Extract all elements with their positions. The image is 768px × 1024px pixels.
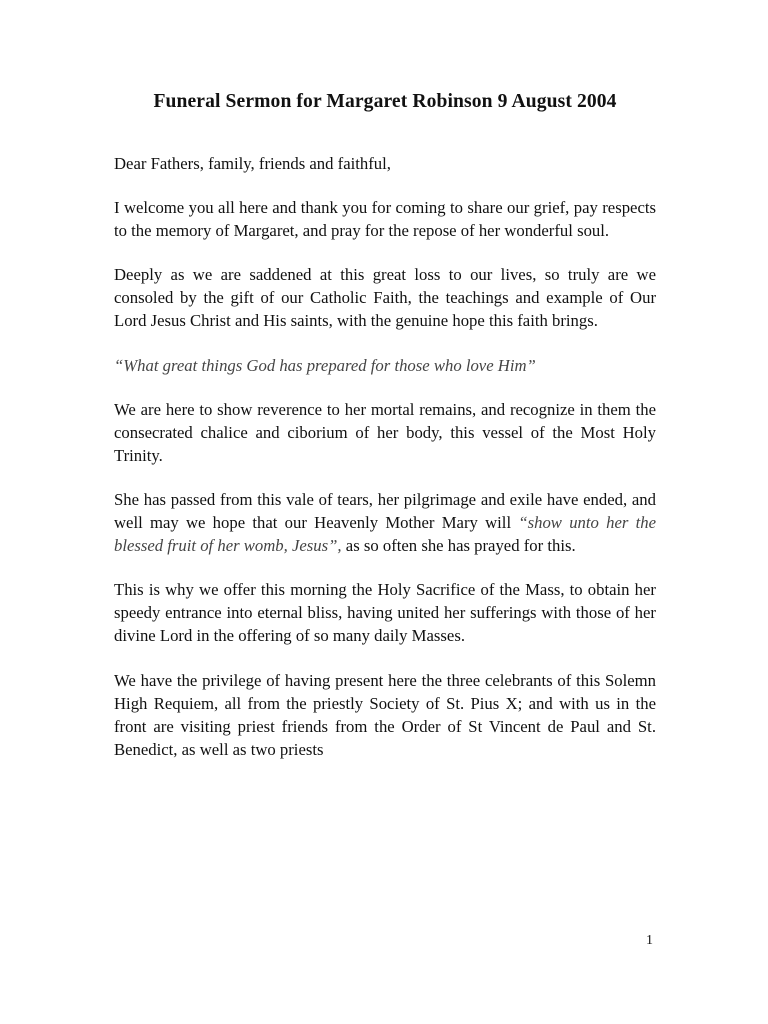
paragraph-welcome: I welcome you all here and thank you for coming to share our grief, pay respects to the memory of Margaret, and pray for the repose of her wonderful soul. bbox=[114, 198, 656, 241]
marian-quote: “show unto her the blessed fruit of her womb, Jesus”, bbox=[114, 513, 656, 556]
paragraph-pilgrimage-start: She has passed from this vale of tears, her pilgrimage and exile have ended, and well may we hope that our Heavenly Mother Mary will bbox=[114, 489, 656, 533]
paragraph-pilgrimage bbox=[114, 488, 656, 557]
salutation: Dear Fathers, family, friends and faithful, bbox=[114, 154, 391, 173]
paragraph-pilgrimage-end: as so often she has prayed for this. bbox=[341, 536, 576, 556]
scripture-quote: “What great things God has prepared for those who love Him” bbox=[114, 355, 536, 375]
document-title: Funeral Sermon for Margaret Robinson 9 August 2004 bbox=[153, 91, 617, 112]
page-number: 1 bbox=[646, 933, 653, 948]
paragraph-mass: This is why we offer this morning the Holy Sacrifice of the Mass, to obtain her speedy entrance into eternal bliss, having united her sufferings with those of her divine Lord in the offering of so many daily Masses. bbox=[114, 580, 656, 646]
paragraph-reverence: We are here to show reverence to her mortal remains, and recognize in them the consecrated chalice and ciborium of her body, this vessel of the Most Holy Trinity. bbox=[114, 399, 656, 465]
paragraph-consolation: Deeply as we are saddened at this great loss to our lives, so truly are we consoled by the gift of our Catholic Faith, the teachings and example of Our Lord Jesus Christ and His saints, with the genuine hope this faith brings. bbox=[114, 265, 656, 331]
paragraph-celebrants: We have the privilege of having present here the three celebrants of this Solemn High Requiem, all from the priestly Society of St. Pius X; and with us in the front are visiting priest friends from the Order of St Vincent de Paul and St. Benedict, as well as two priests bbox=[114, 670, 656, 759]
